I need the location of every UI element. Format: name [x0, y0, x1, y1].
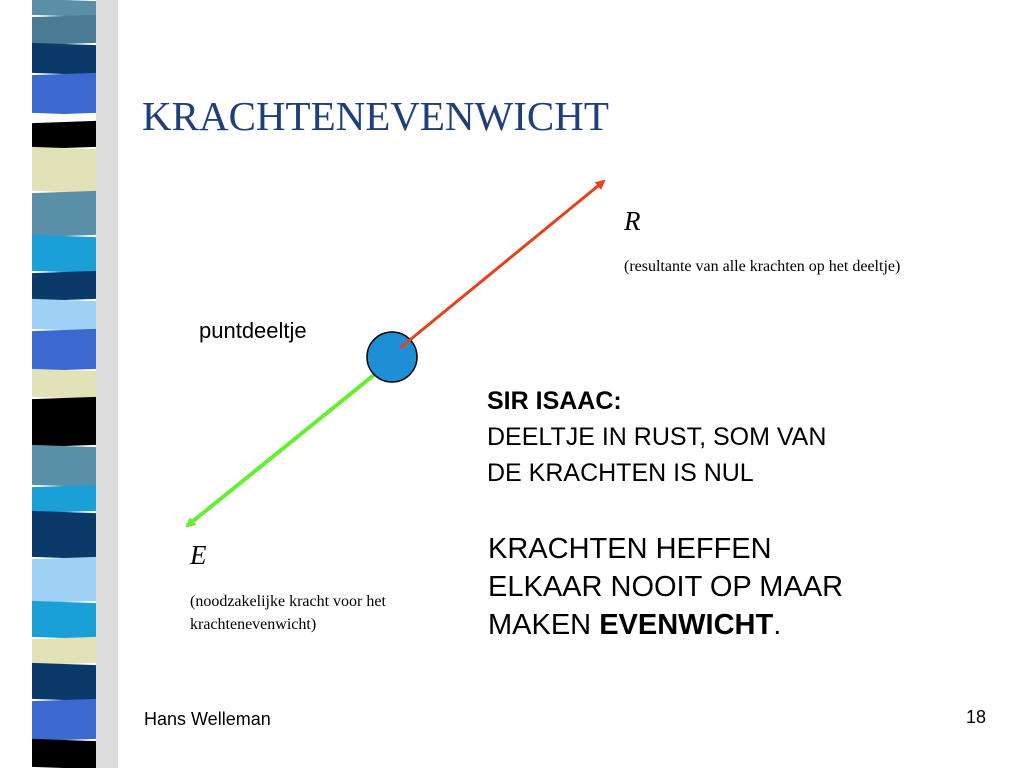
- statement-line-3-suffix: .: [773, 609, 782, 641]
- statement-emphasis: EVENWICHT: [599, 609, 774, 641]
- sir-isaac-block: [487, 383, 826, 491]
- equilibrant-arrow: [187, 362, 390, 526]
- statement-line-3: [488, 606, 843, 644]
- page-number: 18: [966, 707, 987, 727]
- sir-isaac-heading: SIR ISAAC:: [487, 387, 622, 415]
- resultant-label: R: [624, 206, 641, 236]
- statement-line-2: ELKAAR NOOIT OP MAAR: [488, 571, 844, 603]
- statement-line-3-prefix: MAKEN: [488, 609, 600, 641]
- resultant-description: (resultante van alle krachten op het deeltje): [624, 258, 901, 275]
- statement-line-1: KRACHTEN HEFFEN: [488, 533, 772, 565]
- sir-isaac-line-1: DEELTJE IN RUST, SOM VAN: [487, 423, 827, 451]
- equilibrium-statement: [488, 530, 843, 644]
- slide-title: KRACHTENEVENWICHT: [142, 93, 609, 139]
- equilibrant-description: (noodzakelijke kracht voor het krachtenevenwicht): [190, 593, 386, 633]
- footer-author: Hans Welleman: [144, 709, 271, 729]
- sir-isaac-line-2: DE KRACHTEN IS NUL: [487, 459, 754, 487]
- equilibrant-label: E: [190, 540, 207, 570]
- resultant-arrow: [400, 181, 604, 348]
- particle-label: puntdeeltje: [199, 318, 307, 343]
